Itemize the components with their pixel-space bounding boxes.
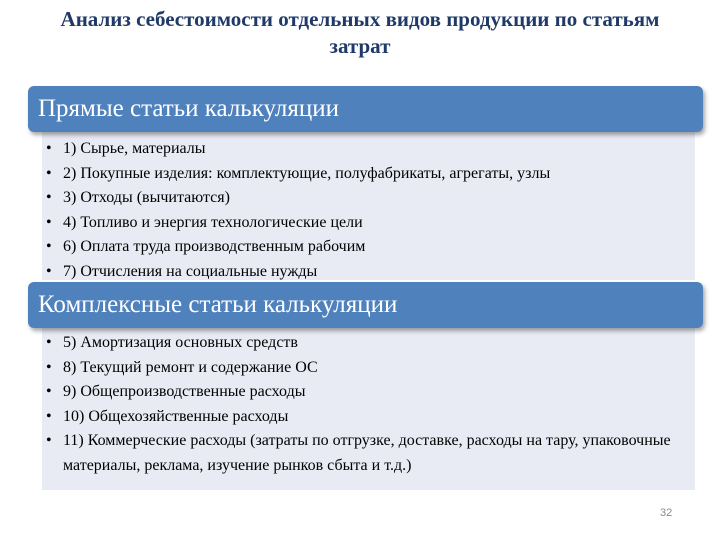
list-item-text: 4) Топливо и энергия технологические цели <box>63 213 363 231</box>
section-header-direct-costs: Прямые статьи калькуляции <box>28 86 703 132</box>
list-item-text: 6) Оплата труда производственным рабочим <box>63 238 366 255</box>
list-item <box>42 260 695 281</box>
page-number: 32 <box>660 507 673 519</box>
list-item <box>42 429 695 478</box>
list-item <box>42 235 695 260</box>
list-item <box>42 186 695 211</box>
list-item-text: 7) Отчисления на социальные нужды <box>63 262 318 280</box>
complex-costs-list <box>42 328 695 478</box>
section-header-complex-costs: Комплексные статьи калькуляции <box>28 282 703 328</box>
bullet-icon: • <box>46 189 52 206</box>
section-panel-complex-costs <box>42 328 695 490</box>
list-item-text: 8) Текущий ремонт и содержание ОС <box>63 358 318 376</box>
list-item <box>42 331 695 356</box>
list-item <box>42 380 695 405</box>
list-item-text: 5) Амортизация основных средств <box>63 334 298 351</box>
list-item-text: 10) Общехозяйственные расходы <box>63 407 289 425</box>
list-item <box>42 137 695 162</box>
slide-title-line-2: затрат <box>329 34 391 58</box>
list-item-text: 1) Сырье, материалы <box>63 140 206 157</box>
slide-title <box>0 6 720 60</box>
bullet-icon: • <box>46 407 52 425</box>
slide-title-line-1: Анализ себестоимости отдельных видов продукции по статьям <box>60 7 660 31</box>
list-item-text: 11) Коммерческие расходы (затраты по отгрузке, доставке, расходы на тару, упаковочные материалы, реклама, изучение рынков сбыта и т.д.) <box>63 432 671 474</box>
bullet-icon: • <box>46 140 52 157</box>
bullet-icon: • <box>46 238 52 255</box>
list-item <box>42 162 695 187</box>
bullet-icon: • <box>46 164 52 182</box>
direct-costs-list <box>42 132 695 280</box>
bullet-icon: • <box>46 334 52 351</box>
bullet-icon: • <box>46 383 52 400</box>
list-item-text: 3) Отходы (вычитаются) <box>63 189 230 206</box>
bullet-icon: • <box>46 358 52 376</box>
section-panel-direct-costs <box>42 132 695 280</box>
bullet-icon: • <box>46 213 52 231</box>
list-item-text: 2) Покупные изделия: комплектующие, полуфабрикаты, агрегаты, узлы <box>63 164 551 182</box>
list-item <box>42 211 695 236</box>
list-item <box>42 356 695 381</box>
list-item <box>42 405 695 430</box>
list-item-text: 9) Общепроизводственные расходы <box>63 383 306 400</box>
bullet-icon: • <box>46 432 52 449</box>
bullet-icon: • <box>46 262 52 280</box>
